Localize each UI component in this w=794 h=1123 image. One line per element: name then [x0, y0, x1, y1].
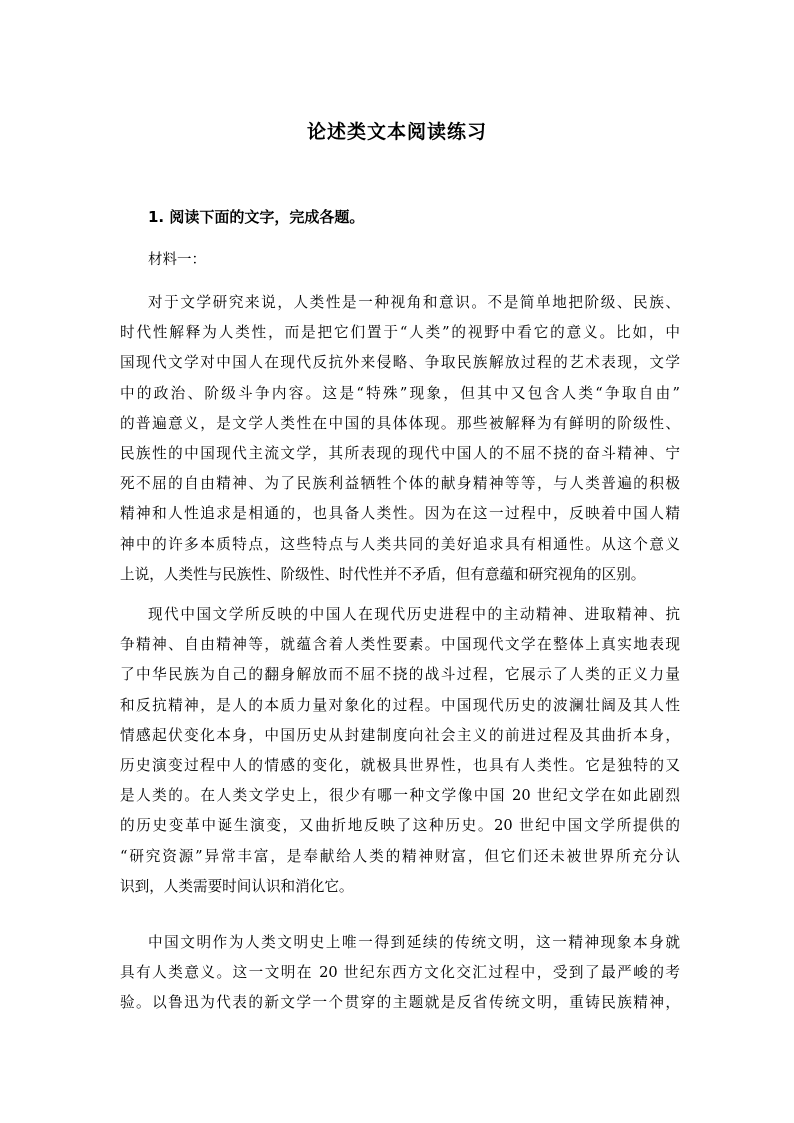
paragraph-line: 了中华民族为自己的翻身解放而不屈不挠的战斗过程，它展示了人类的正义力量: [120, 666, 680, 684]
paragraph-line: 具有人类意义。这一文明在 20 世纪东西方文化交汇过程中，受到了最严峻的考: [120, 964, 680, 982]
paragraph-line: 和反抗精神，是人的本质力量对象化的过程。中国现代历史的波澜壮阔及其人性: [120, 696, 680, 714]
paragraph-line: 争精神、自由精神等，就蕴含着人类性要素。中国现代文学在整体上真实地表现: [120, 636, 680, 654]
paragraph-line: 神中的许多本质特点，这些特点与人类共同的美好追求具有相通性。从这个意义: [120, 535, 680, 553]
paragraph-2: [120, 600, 680, 902]
paragraph-line: 中国文明作为人类文明史上唯一得到延续的传统文明，这一精神现象本身就: [148, 934, 680, 951]
paragraph-line: 对于文学研究来说，人类性是一种视角和意识。不是简单地把阶级、民族、: [148, 294, 680, 311]
paragraph-line: 时代性解释为人类性，而是把它们置于“人类”的视野中看它的意义。比如，中: [120, 324, 680, 342]
paragraph-line: 精神和人性追求是相通的，也具备人类性。因为在这一过程中，反映着中国人精: [120, 505, 680, 523]
paragraph-line: 上说，人类性与民族性、阶级性、时代性并不矛盾，但有意蕴和研究视角的区别。: [120, 565, 646, 583]
paragraph-line: 国现代文学对中国人在现代反抗外来侵略、争取民族解放过程的艺术表现，文学: [120, 354, 680, 372]
paragraph-line: “研究资源”异常丰富，是奉献给人类的精神财富，但它们还未被世界所充分认: [120, 847, 680, 865]
paragraph-line: 识到，人类需要时间认识和消化它。: [120, 877, 354, 895]
paragraph-line: 民族性的中国现代主流文学，其所表现的现代中国人的不屈不挠的奋斗精神、宁: [120, 444, 680, 462]
page-title: 论述类文本阅读练习: [306, 121, 487, 143]
paragraph-line: 情感起伏变化本身，中国历史从封建制度向社会主义的前进过程及其曲折本身，: [120, 726, 680, 744]
paragraph-1: [120, 288, 680, 590]
paragraph-line: 中的政治、阶级斗争内容。这是“特殊”现象，但其中又包含人类“争取自由”: [120, 384, 680, 402]
paragraph-3: [120, 928, 680, 1019]
paragraph-line: 是人类的。在人类文学史上，很少有哪一种文学像中国 20 世纪文学在如此剧烈: [120, 787, 680, 805]
paragraph-line: 的普遍意义，是文学人类性在中国的具体体现。那些被解释为有鲜明的阶级性、: [120, 414, 680, 432]
paragraph-line: 的历史变革中诞生演变，又曲折地反映了这种历史。20 世纪中国文学所提供的: [120, 817, 680, 835]
question-heading: 1. 阅读下面的文字，完成各题。: [148, 208, 365, 226]
paragraph-line: 历史演变过程中人的情感的变化，就极具世界性，也具有人类性。它是独特的又: [120, 756, 680, 774]
paragraph-line: 现代中国文学所反映的中国人在现代历史进程中的主动精神、进取精神、抗: [148, 606, 680, 623]
paragraph-line: 死不屈的自由精神、为了民族利益牺牲个体的献身精神等等，与人类普遍的积极: [120, 475, 680, 493]
paragraph-line: 验。以鲁迅为代表的新文学一个贯穿的主题就是反省传统文明，重铸民族精神，: [120, 994, 680, 1012]
material-label: 材料一：: [148, 252, 206, 268]
